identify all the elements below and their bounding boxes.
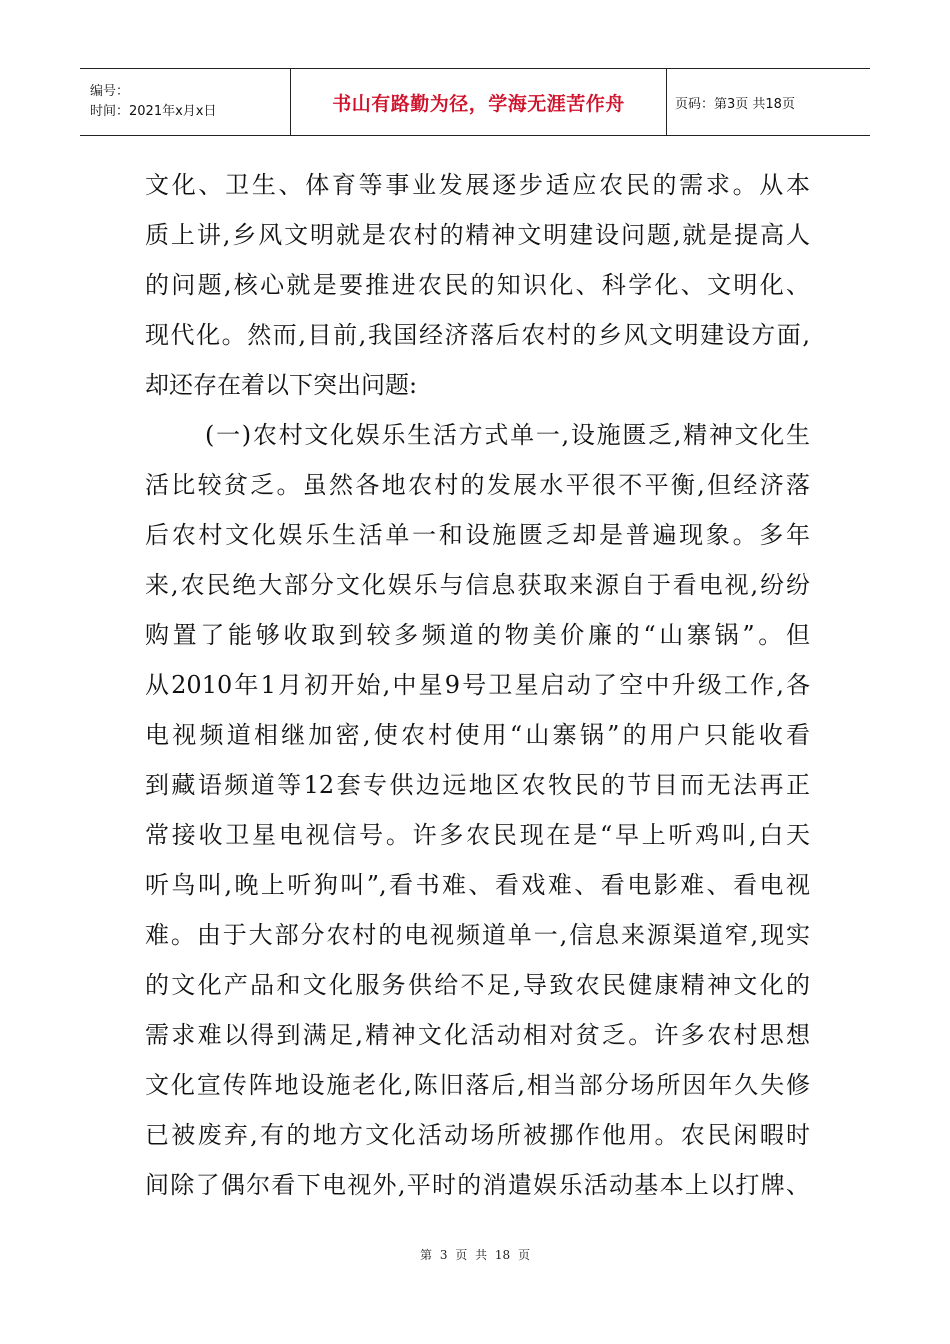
body-line: 电视频道相继加密,使农村使用“山寨锅”的用户只能收看 bbox=[145, 721, 810, 749]
body-line: (一)农村文化娱乐生活方式单一,设施匮乏,精神文化生 bbox=[205, 421, 810, 449]
body-line: 文化、卫生、体育等事业发展逐步适应农民的需求。从本 bbox=[145, 171, 810, 199]
body-line: 来,农民绝大部分文化娱乐与信息获取来源自于看电视,纷纷 bbox=[145, 571, 810, 599]
body-line: 现代化。然而,目前,我国经济落后农村的乡风文明建设方面, bbox=[145, 321, 810, 349]
header-page-info: 页码：第3页 共18页 bbox=[667, 69, 871, 136]
body-line: 需求难以得到满足,精神文化活动相对贫乏。许多农村思想 bbox=[145, 1021, 810, 1049]
body-line: 却还存在着以下突出问题: bbox=[145, 371, 418, 399]
body-line: 购置了能够收取到较多频道的物美价廉的“山寨锅”。但 bbox=[145, 621, 810, 649]
header-meta-cell bbox=[80, 69, 291, 136]
header-motto: 书山有路勤为径，学海无涯苦作舟 bbox=[291, 69, 667, 136]
body-line: 间除了偶尔看下电视外,平时的消遣娱乐活动基本上以打牌、 bbox=[145, 1171, 810, 1199]
body-line: 活比较贫乏。虽然各地农村的发展水平很不平衡,但经济落 bbox=[145, 471, 810, 499]
body-line: 已被废弃,有的地方文化活动场所被挪作他用。农民闲暇时 bbox=[145, 1121, 810, 1149]
page-footer: 第 3 页 共 18 页 bbox=[420, 1248, 530, 1262]
document-body bbox=[145, 160, 810, 1210]
document-number-label: 编号： bbox=[90, 84, 130, 99]
body-line: 的问题,核心就是要推进农民的知识化、科学化、文明化、 bbox=[145, 271, 810, 299]
body-line: 后农村文化娱乐生活单一和设施匮乏却是普遍现象。多年 bbox=[145, 521, 810, 549]
document-time-label: 时间：2021年x月x日 bbox=[90, 104, 217, 119]
body-line: 从2010年1月初开始,中星9号卫星启动了空中升级工作,各 bbox=[145, 671, 810, 699]
body-line: 到藏语频道等12套专供边远地区农牧民的节目而无法再正 bbox=[145, 771, 810, 799]
body-line: 的文化产品和文化服务供给不足,导致农民健康精神文化的 bbox=[145, 971, 810, 999]
body-line: 常接收卫星电视信号。许多农民现在是“早上听鸡叫,白天 bbox=[145, 821, 810, 849]
document-header bbox=[80, 68, 870, 136]
body-line: 难。由于大部分农村的电视频道单一,信息来源渠道窄,现实 bbox=[145, 921, 810, 949]
body-line: 听鸟叫,晚上听狗叫”,看书难、看戏难、看电影难、看电视 bbox=[145, 871, 810, 899]
body-line: 质上讲,乡风文明就是农村的精神文明建设问题,就是提高人 bbox=[145, 221, 810, 249]
body-line: 文化宣传阵地设施老化,陈旧落后,相当部分场所因年久失修 bbox=[145, 1071, 810, 1099]
